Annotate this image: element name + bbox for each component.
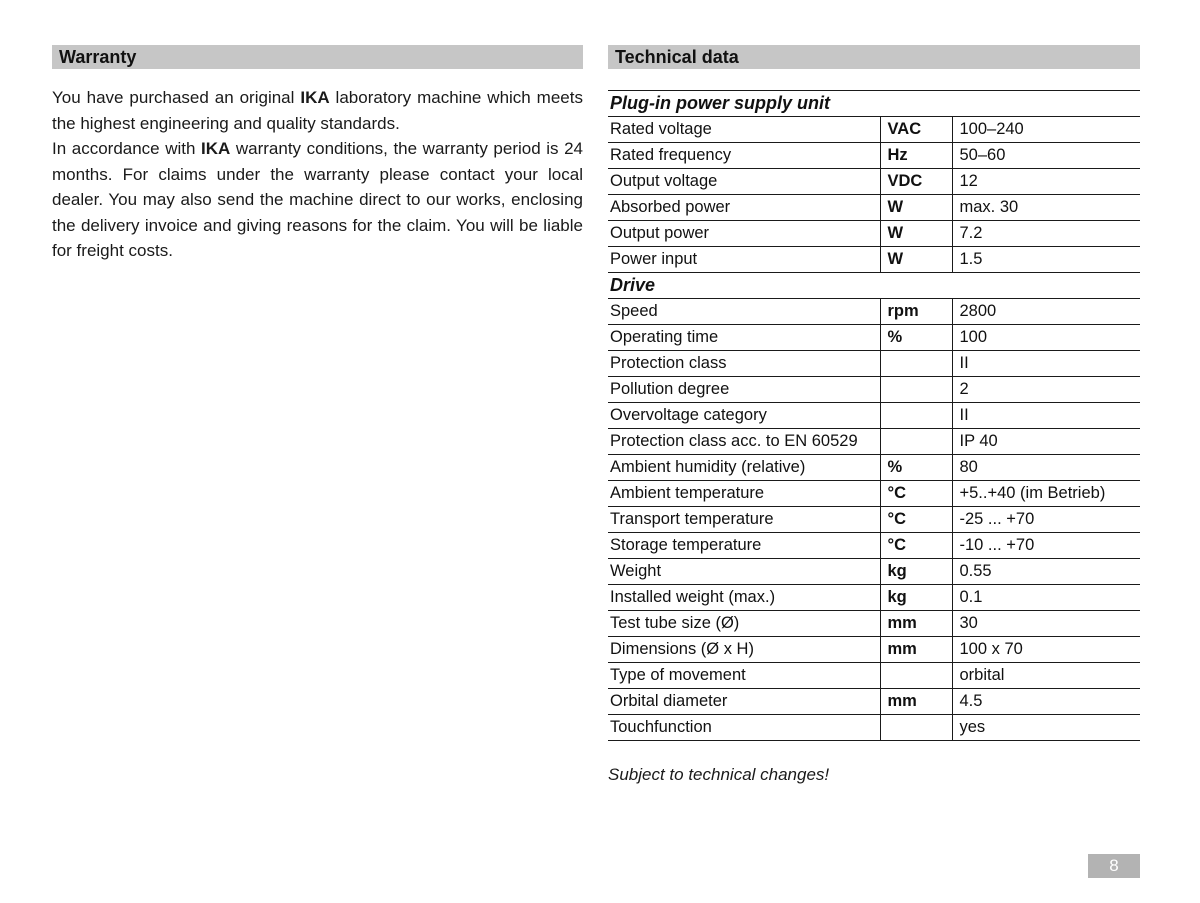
table-cell-unit: °C bbox=[880, 533, 952, 559]
warranty-p2-text: In accordance with bbox=[52, 139, 202, 158]
table-cell-value: 7.2 bbox=[952, 221, 1140, 247]
technical-data-table bbox=[608, 90, 1140, 741]
table-row bbox=[608, 455, 1140, 481]
table-row bbox=[608, 325, 1140, 351]
table-cell-value: +5..+40 (im Betrieb) bbox=[952, 481, 1140, 507]
table-cell-label: Overvoltage category bbox=[608, 403, 880, 429]
table-row bbox=[608, 585, 1140, 611]
table-cell-unit bbox=[880, 351, 952, 377]
table-row bbox=[608, 533, 1140, 559]
table-cell-value: 50–60 bbox=[952, 143, 1140, 169]
table-cell-label: Test tube size (Ø) bbox=[608, 611, 880, 637]
table-row bbox=[608, 507, 1140, 533]
table-cell-value: -10 ... +70 bbox=[952, 533, 1140, 559]
table-row bbox=[608, 403, 1140, 429]
table-cell-label: Output voltage bbox=[608, 169, 880, 195]
table-cell-unit: VAC bbox=[880, 117, 952, 143]
table-cell-label: Protection class acc. to EN 60529 bbox=[608, 429, 880, 455]
warranty-p1-text-cont: laboratory machine which meets the highest engineering and quality standards. bbox=[52, 88, 583, 133]
table-cell-value: 4.5 bbox=[952, 689, 1140, 715]
table-cell-label: Dimensions (Ø x H) bbox=[608, 637, 880, 663]
table-cell-value: 1.5 bbox=[952, 247, 1140, 273]
table-cell-unit: mm bbox=[880, 611, 952, 637]
page-number-badge: 8 bbox=[1088, 854, 1140, 878]
table-cell-unit bbox=[880, 663, 952, 689]
table-cell-unit: kg bbox=[880, 559, 952, 585]
table-row bbox=[608, 351, 1140, 377]
table-row bbox=[608, 689, 1140, 715]
table-cell-label: Power input bbox=[608, 247, 880, 273]
warranty-paragraph-1 bbox=[52, 85, 583, 136]
table-cell-value: 100 x 70 bbox=[952, 637, 1140, 663]
table-cell-label: Installed weight (max.) bbox=[608, 585, 880, 611]
brand-name: IKA bbox=[300, 88, 330, 107]
warranty-p1-text: You have purchased an original bbox=[52, 88, 301, 107]
table-cell-unit: W bbox=[880, 247, 952, 273]
technical-data-heading bbox=[608, 45, 1140, 69]
table-cell-unit: W bbox=[880, 195, 952, 221]
table-cell-label: Pollution degree bbox=[608, 377, 880, 403]
table-cell-value: -25 ... +70 bbox=[952, 507, 1140, 533]
table-row bbox=[608, 221, 1140, 247]
warranty-heading-label: Warranty bbox=[59, 47, 137, 67]
table-cell-label: Weight bbox=[608, 559, 880, 585]
table-cell-value: 2 bbox=[952, 377, 1140, 403]
table-cell-label: Transport temperature bbox=[608, 507, 880, 533]
table-cell-label: Output power bbox=[608, 221, 880, 247]
table-cell-unit bbox=[880, 377, 952, 403]
table-cell-unit: % bbox=[880, 455, 952, 481]
table-cell-label: Ambient humidity (relative) bbox=[608, 455, 880, 481]
table-cell-value: yes bbox=[952, 715, 1140, 741]
table-cell-label: Speed bbox=[608, 299, 880, 325]
table-cell-value: 0.55 bbox=[952, 559, 1140, 585]
table-cell-label: Protection class bbox=[608, 351, 880, 377]
table-cell-unit bbox=[880, 429, 952, 455]
table-cell-unit: mm bbox=[880, 637, 952, 663]
table-row bbox=[608, 195, 1140, 221]
technical-footnote: Subject to technical changes! bbox=[608, 765, 830, 784]
table-cell-value: 0.1 bbox=[952, 585, 1140, 611]
table-cell-label: Rated voltage bbox=[608, 117, 880, 143]
table-cell-value: max. 30 bbox=[952, 195, 1140, 221]
table-section-row bbox=[608, 273, 1140, 299]
table-cell-unit: Hz bbox=[880, 143, 952, 169]
table-row bbox=[608, 117, 1140, 143]
table-cell-value: IP 40 bbox=[952, 429, 1140, 455]
technical-data-column bbox=[608, 45, 1140, 785]
table-cell-unit: % bbox=[880, 325, 952, 351]
table-cell-label: Ambient temperature bbox=[608, 481, 880, 507]
table-cell-unit: kg bbox=[880, 585, 952, 611]
table-cell-label: Touchfunction bbox=[608, 715, 880, 741]
warranty-paragraph-2 bbox=[52, 136, 583, 264]
table-row bbox=[608, 377, 1140, 403]
table-cell-unit: W bbox=[880, 221, 952, 247]
table-row bbox=[608, 299, 1140, 325]
table-cell-unit: °C bbox=[880, 481, 952, 507]
table-cell-value: 100 bbox=[952, 325, 1140, 351]
table-row bbox=[608, 637, 1140, 663]
table-section-header: Plug-in power supply unit bbox=[608, 91, 1140, 117]
table-cell-value: 2800 bbox=[952, 299, 1140, 325]
table-row bbox=[608, 429, 1140, 455]
table-cell-label: Storage temperature bbox=[608, 533, 880, 559]
table-cell-label: Operating time bbox=[608, 325, 880, 351]
warranty-body bbox=[52, 85, 583, 264]
table-cell-unit: rpm bbox=[880, 299, 952, 325]
table-cell-label: Type of movement bbox=[608, 663, 880, 689]
table-row bbox=[608, 481, 1140, 507]
warranty-column bbox=[52, 45, 583, 264]
technical-data-heading-label: Technical data bbox=[615, 47, 739, 67]
warranty-heading bbox=[52, 45, 583, 69]
table-cell-unit: VDC bbox=[880, 169, 952, 195]
table-row bbox=[608, 143, 1140, 169]
table-cell-value: 30 bbox=[952, 611, 1140, 637]
table-cell-value: 100–240 bbox=[952, 117, 1140, 143]
table-cell-value: II bbox=[952, 351, 1140, 377]
table-row bbox=[608, 247, 1140, 273]
table-row bbox=[608, 663, 1140, 689]
table-cell-label: Orbital diameter bbox=[608, 689, 880, 715]
table-row bbox=[608, 559, 1140, 585]
table-cell-unit: mm bbox=[880, 689, 952, 715]
table-cell-label: Rated frequency bbox=[608, 143, 880, 169]
table-section-row bbox=[608, 91, 1140, 117]
table-row bbox=[608, 169, 1140, 195]
table-cell-value: 12 bbox=[952, 169, 1140, 195]
table-row bbox=[608, 611, 1140, 637]
table-cell-unit bbox=[880, 715, 952, 741]
table-cell-value: 80 bbox=[952, 455, 1140, 481]
table-cell-label: Absorbed power bbox=[608, 195, 880, 221]
table-row bbox=[608, 715, 1140, 741]
table-cell-unit: °C bbox=[880, 507, 952, 533]
table-cell-value: II bbox=[952, 403, 1140, 429]
table-cell-value: orbital bbox=[952, 663, 1140, 689]
brand-name: IKA bbox=[201, 139, 231, 158]
table-cell-unit bbox=[880, 403, 952, 429]
warranty-p2-text-cont: warranty conditions, the warranty period is 24 months. For claims under the warranty please contact your local dealer. You may also send the machine direct to our works, enclosing the delivery invoice and giving reasons for the claim. You will be liable for freight costs. bbox=[52, 139, 583, 260]
table-section-header: Drive bbox=[608, 273, 1140, 299]
